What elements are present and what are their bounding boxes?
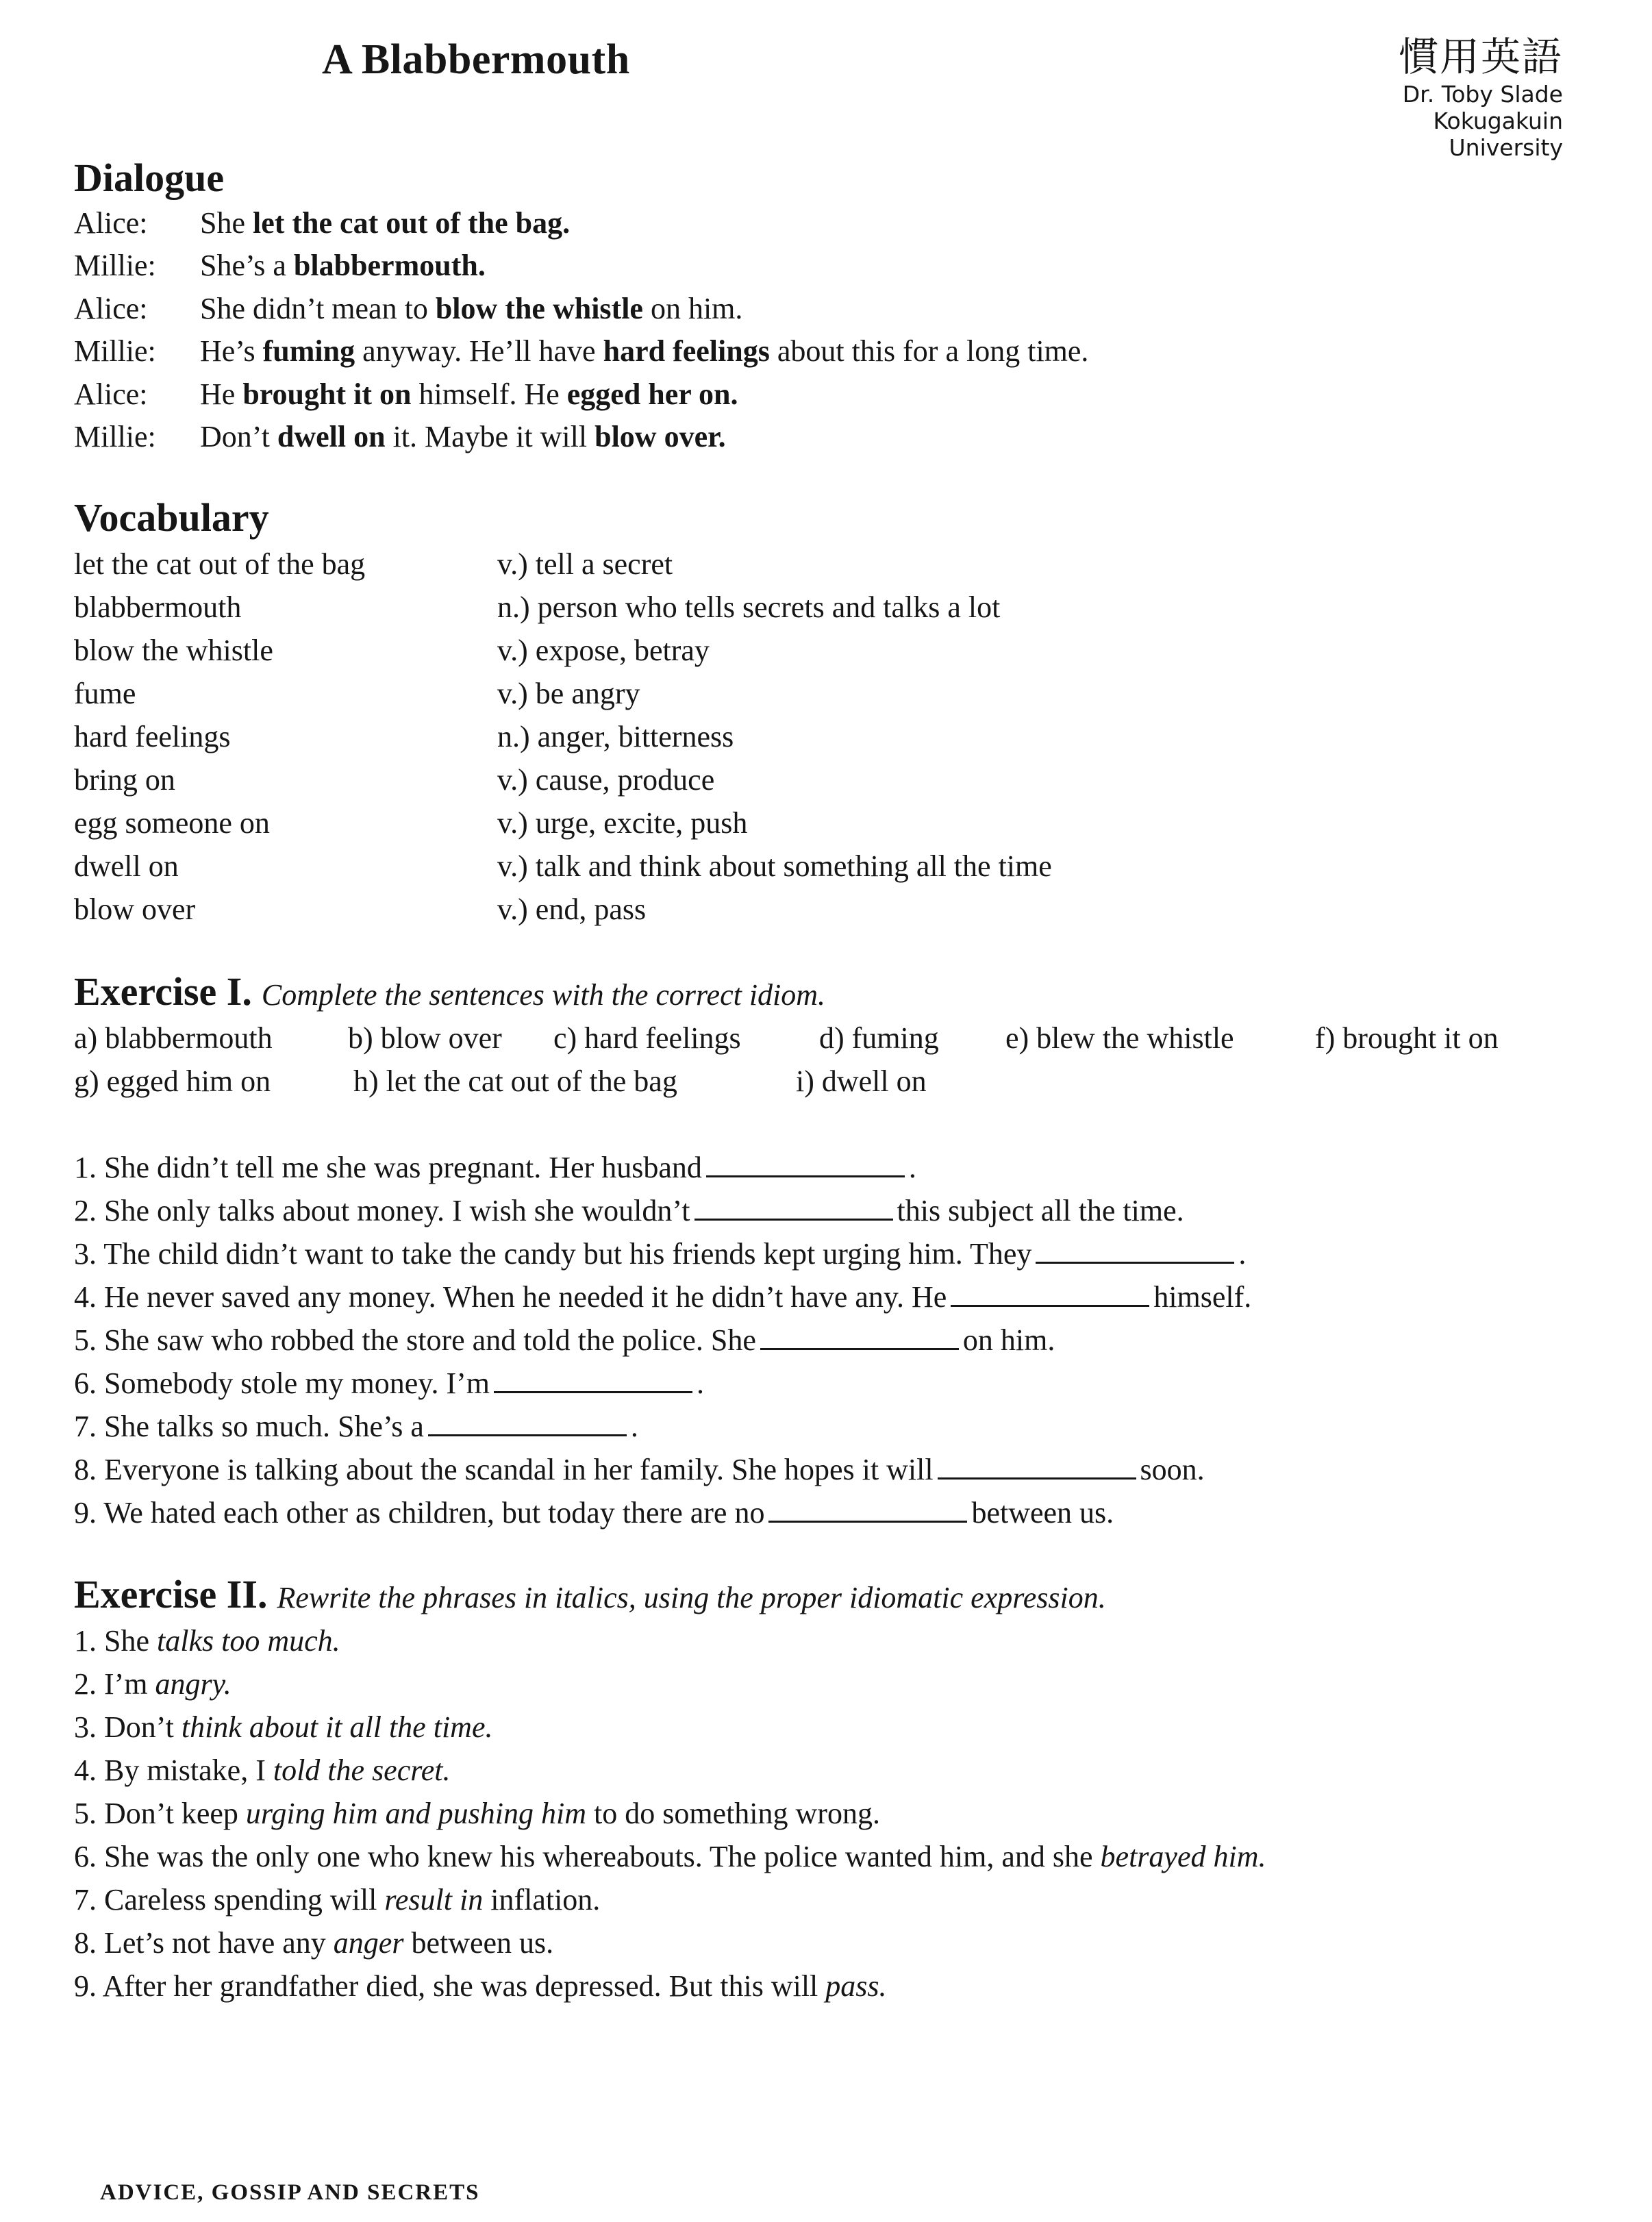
page-footer: ADVICE, GOSSIP AND SECRETS: [100, 2180, 480, 2205]
dialogue-line: [74, 291, 742, 326]
vocab-definition: n.) anger, bitterness: [497, 720, 734, 753]
speaker: Alice:: [74, 377, 148, 411]
answer-blank: [768, 1500, 967, 1523]
sentence-text: 5. She saw who robbed the store and told the police. She: [74, 1323, 756, 1357]
italic-phrase: talks too much.: [157, 1624, 340, 1658]
dialogue-text: Don’t: [200, 420, 277, 453]
sentence-text: 2. I’m: [74, 1667, 155, 1701]
vocab-definition: v.) end, pass: [497, 892, 647, 926]
sentence-text: .: [630, 1410, 638, 1443]
exercise-2-sentence: [74, 1710, 492, 1745]
exercise-2-sentence: [74, 1753, 451, 1788]
italic-phrase: urging him and pushing him: [245, 1797, 586, 1830]
exercise-1-sentence: [74, 1409, 638, 1444]
exercise-1-title: Exercise I.: [74, 969, 252, 1014]
dialogue-idiom: brought it on: [242, 377, 412, 411]
exercise-2-sentence: [74, 1623, 340, 1658]
answer-option: d) fuming: [819, 1021, 939, 1055]
exercise-1-sentence: [74, 1366, 704, 1401]
sentence-text: 1. She: [74, 1624, 157, 1658]
sentence-text: 8. Let’s not have any: [74, 1926, 334, 1960]
dialogue-text: She: [200, 206, 253, 240]
answer-option: g) egged him on: [74, 1064, 271, 1098]
vocab-term: hard feelings: [74, 720, 231, 753]
answer-blank: [694, 1198, 893, 1221]
dialogue-idiom: blow over.: [595, 420, 726, 453]
answer-blank: [494, 1371, 692, 1393]
dialogue-heading: Dialogue: [74, 155, 225, 200]
dialogue-idiom: hard feelings: [603, 334, 770, 368]
dialogue-idiom: blabbermouth.: [293, 249, 486, 282]
author-name: Dr. Toby Slade: [1402, 81, 1563, 108]
sentence-text: .: [1238, 1237, 1247, 1271]
exercise-1-sentence: [74, 1279, 1251, 1314]
sentence-text: .: [908, 1151, 916, 1184]
sentence-text: between us.: [971, 1496, 1114, 1530]
italic-phrase: pass.: [825, 1969, 887, 2003]
sentence-text: .: [696, 1366, 704, 1400]
sentence-text: 3. The child didn’t want to take the candy but his friends kept urging him. They: [74, 1237, 1032, 1271]
exercise-2-heading: [74, 1571, 1106, 1617]
exercise-1-heading: [74, 969, 825, 1014]
vocab-term: blabbermouth: [74, 590, 242, 624]
exercise-1-sentence: [74, 1323, 1055, 1358]
exercise-2-sentence: [74, 1666, 231, 1701]
answer-blank: [938, 1457, 1136, 1480]
dialogue-idiom: fuming: [262, 334, 355, 368]
exercise-2-sentence: [74, 1969, 887, 2003]
dialogue-text: He’s: [200, 334, 263, 368]
answer-blank: [951, 1284, 1149, 1307]
sentence-text: 7. She talks so much. She’s a: [74, 1410, 424, 1443]
vocab-definition: v.) cause, produce: [497, 763, 715, 797]
dialogue-idiom: let the cat out of the bag.: [253, 206, 571, 240]
sentence-text: soon.: [1140, 1453, 1205, 1486]
dialogue-text: She didn’t mean to: [200, 292, 436, 325]
speaker: Alice:: [74, 292, 148, 325]
italic-phrase: anger: [333, 1926, 404, 1960]
sentence-text: this subject all the time.: [897, 1194, 1184, 1227]
exercise-2-sentence: [74, 1839, 1266, 1874]
answer-blank: [760, 1327, 959, 1350]
answer-option: h) let the cat out of the bag: [353, 1064, 677, 1098]
italic-phrase: betrayed him.: [1100, 1840, 1266, 1873]
dialogue-text: himself. He: [411, 377, 567, 411]
sentence-text: between us.: [403, 1926, 554, 1960]
vocab-definition: v.) be angry: [497, 677, 640, 710]
dialogue-line: [74, 205, 570, 240]
vocab-term: fume: [74, 677, 136, 710]
sentence-text: 1. She didn’t tell me she was pregnant. Her husband: [74, 1151, 702, 1184]
sentence-text: 6. Somebody stole my money. I’m: [74, 1366, 490, 1400]
vocab-definition: v.) talk and think about something all the time: [497, 849, 1052, 883]
exercise-1-instruction: Complete the sentences with the correct idiom.: [261, 978, 826, 1012]
answer-option: e) blew the whistle: [1005, 1021, 1234, 1055]
exercise-2-title: Exercise II.: [74, 1572, 268, 1616]
dialogue-line: [74, 377, 738, 412]
dialogue-idiom: dwell on: [277, 420, 386, 453]
italic-phrase: result in: [384, 1883, 484, 1917]
exercise-1-sentence: [74, 1193, 1184, 1228]
exercise-2-sentence: [74, 1925, 553, 1960]
exercise-1-sentence: [74, 1236, 1246, 1271]
vocab-definition: n.) person who tells secrets and talks a lot: [497, 590, 1001, 624]
exercise-1-sentence: [74, 1452, 1205, 1487]
sentence-text: 8. Everyone is talking about the scandal in her family. She hopes it will: [74, 1453, 934, 1486]
sentence-text: 6. She was the only one who knew his whereabouts. The police wanted him, and she: [74, 1840, 1101, 1873]
exercise-2-instruction: Rewrite the phrases in italics, using the proper idiomatic expression.: [277, 1581, 1106, 1614]
speaker: Millie:: [74, 334, 156, 368]
course-info: [1399, 33, 1563, 161]
exercise-2-sentence: [74, 1796, 880, 1831]
dialogue-idiom: blow the whistle: [435, 292, 643, 325]
sentence-text: 9. We hated each other as children, but today there are no: [74, 1496, 765, 1530]
sentence-text: 4. By mistake, I: [74, 1753, 273, 1787]
vocab-term: dwell on: [74, 849, 179, 883]
institution-line-2: University: [1449, 134, 1563, 161]
exercise-1-sentence: [74, 1150, 916, 1185]
sentence-text: 5. Don’t keep: [74, 1797, 246, 1830]
course-name: 慣用英語: [1398, 34, 1563, 80]
vocab-term: blow over: [74, 892, 196, 926]
italic-phrase: told the secret.: [273, 1753, 451, 1787]
vocabulary-heading: Vocabulary: [74, 495, 269, 540]
dialogue-text: about this for a long time.: [769, 334, 1089, 368]
answer-option: i) dwell on: [796, 1064, 927, 1098]
page-title: A Blabbermouth: [322, 36, 630, 83]
vocab-term: bring on: [74, 763, 175, 797]
vocab-term: let the cat out of the bag: [74, 547, 366, 581]
answer-blank: [428, 1414, 627, 1436]
sentence-text: on him.: [962, 1323, 1055, 1357]
exercise-1-sentence: [74, 1495, 1114, 1530]
institution-line-1: Kokugakuin: [1433, 108, 1563, 134]
italic-phrase: think about it all the time.: [181, 1710, 493, 1744]
dialogue-line: [74, 248, 486, 283]
answer-option: b) blow over: [348, 1021, 502, 1055]
sentence-text: 3. Don’t: [74, 1710, 182, 1744]
dialogue-text: anyway. He’ll have: [355, 334, 603, 368]
speaker: Alice:: [74, 206, 148, 240]
dialogue-idiom: egged her on.: [566, 377, 738, 411]
answer-option: c) hard feelings: [553, 1021, 741, 1055]
vocab-definition: v.) urge, excite, push: [497, 806, 748, 840]
vocab-definition: v.) expose, betray: [497, 634, 710, 667]
vocab-term: egg someone on: [74, 806, 270, 840]
dialogue-text: on him.: [642, 292, 743, 325]
sentence-text: to do something wrong.: [586, 1797, 880, 1830]
sentence-text: 2. She only talks about money. I wish she wouldn’t: [74, 1194, 690, 1227]
speaker: Millie:: [74, 420, 156, 453]
dialogue-text: it. Maybe it will: [385, 420, 595, 453]
answer-option: f) brought it on: [1315, 1021, 1499, 1055]
answer-blank: [1036, 1241, 1234, 1264]
dialogue-text: She’s a: [200, 249, 294, 282]
sentence-text: 7. Careless spending will: [74, 1883, 385, 1917]
dialogue-line: [74, 334, 1088, 369]
italic-phrase: angry.: [155, 1667, 231, 1701]
sentence-text: himself.: [1153, 1280, 1252, 1314]
dialogue-text: He: [200, 377, 243, 411]
speaker: Millie:: [74, 249, 156, 282]
vocab-definition: v.) tell a secret: [497, 547, 673, 581]
dialogue-line: [74, 419, 726, 454]
sentence-text: 4. He never saved any money. When he needed it he didn’t have any. He: [74, 1280, 947, 1314]
exercise-2-sentence: [74, 1882, 600, 1917]
sentence-text: inflation.: [483, 1883, 601, 1917]
sentence-text: 9. After her grandfather died, she was depressed. But this will: [74, 1969, 826, 2003]
answer-option: a) blabbermouth: [74, 1021, 273, 1055]
vocab-term: blow the whistle: [74, 634, 273, 667]
answer-blank: [706, 1155, 905, 1177]
